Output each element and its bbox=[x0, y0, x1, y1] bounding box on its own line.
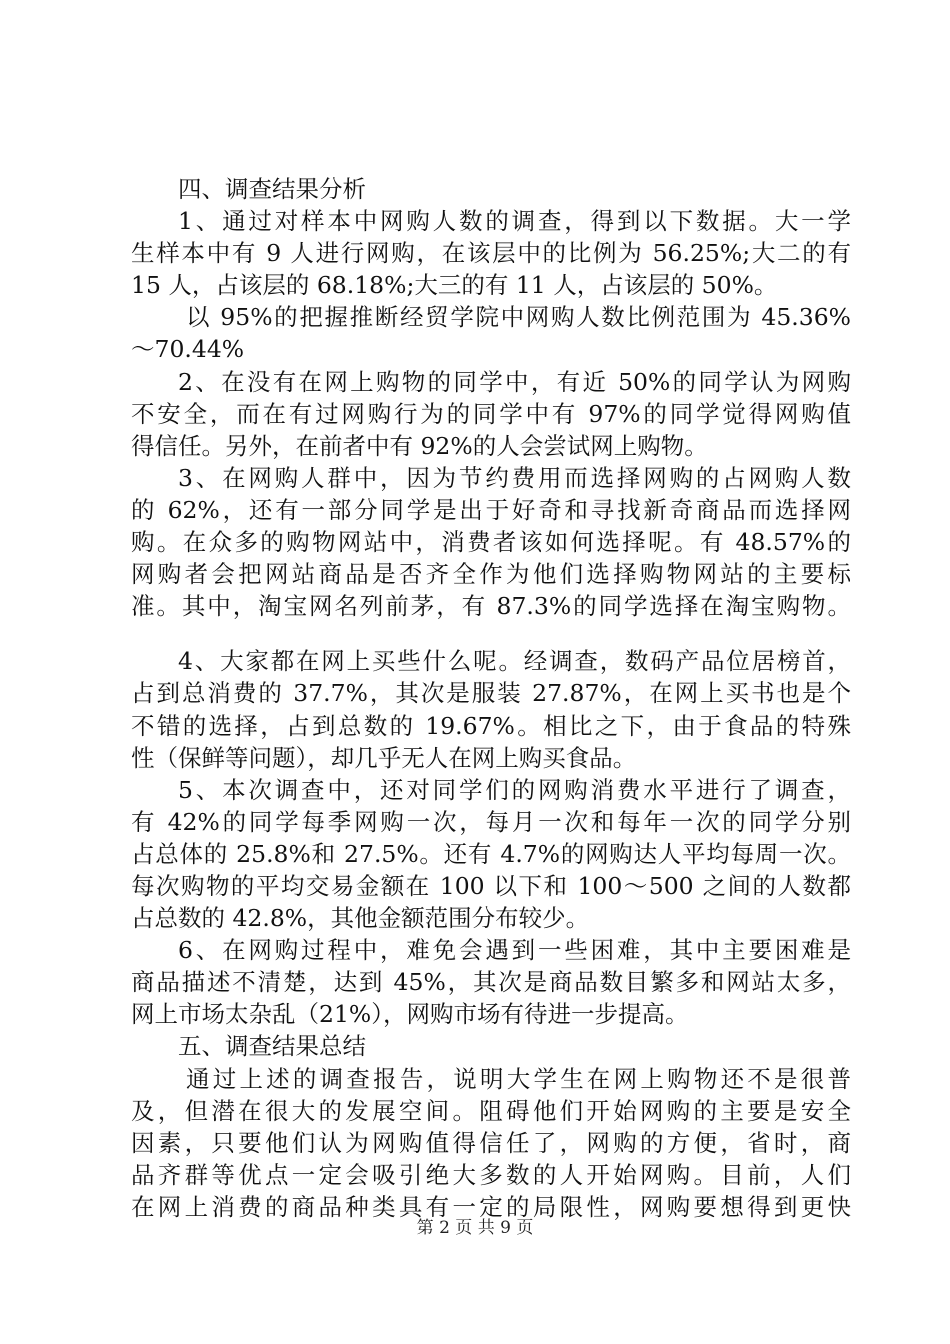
paragraph-line: 5、本次调查中，还对同学们的网购消费水平进行了调查， bbox=[178, 775, 851, 804]
paragraph-line: ～70.44% bbox=[131, 335, 245, 364]
paragraph-line: 3、在网购人群中，因为节约费用而选择网购的占网购人数 bbox=[178, 463, 851, 492]
paragraph-line: 1、通过对样本中网购人数的调查，得到以下数据。大一学 bbox=[178, 207, 851, 236]
paragraph-line: 以 95%的把握推断经贸学院中网购人数比例范围为 45.36% bbox=[186, 303, 851, 332]
paragraph-line: 4、大家都在网上买些什么呢。经调查，数码产品位居榜首， bbox=[178, 647, 851, 676]
paragraph-line: 生样本中有 9 人进行网购，在该层中的比例为 56.25%;大二的有 bbox=[131, 239, 851, 268]
paragraph-line: 不安全，而在有过网购行为的同学中有 97%的同学觉得网购值 bbox=[131, 399, 851, 428]
paragraph-line: 每次购物的平均交易金额在 100 以下和 100～500 之间的人数都 bbox=[131, 871, 851, 900]
paragraph-line: 的 62%，还有一部分同学是出于好奇和寻找新奇商品而选择网 bbox=[131, 495, 851, 524]
paragraph-line: 占到总消费的 37.7%，其次是服装 27.87%，在网上买书也是个 bbox=[131, 679, 851, 708]
paragraph-line: 购。在众多的购物网站中，消费者该如何选择呢。有 48.57%的 bbox=[131, 528, 851, 557]
paragraph-line: 6、在网购过程中，难免会遇到一些困难，其中主要困难是 bbox=[178, 936, 851, 965]
paragraph-line: 因素，只要他们认为网购值得信任了，网购的方便，省时，商 bbox=[131, 1128, 851, 1157]
document-body bbox=[131, 173, 851, 1223]
paragraph-line: 及，但潜在很大的发展空间。阻碍他们开始网购的主要是安全 bbox=[131, 1096, 851, 1125]
page-number-footer: 第 2 页 共 9 页 bbox=[416, 1218, 534, 1238]
paragraph-line: 不错的选择，占到总数的 19.67%。相比之下，由于食品的特殊 bbox=[131, 711, 851, 740]
section-heading: 五、调查结果总结 bbox=[178, 1032, 366, 1061]
paragraph-line: 准。其中，淘宝网名列前茅，有 87.3%的同学选择在淘宝购物。 bbox=[131, 592, 851, 621]
paragraph-line: 占总数的 42.8%，其他金额范围分布较少。 bbox=[131, 904, 590, 933]
paragraph-line: 15 人，占该层的 68.18%;大三的有 11 人，占该层的 50%。 bbox=[131, 271, 778, 300]
paragraph-line: 品齐群等优点一定会吸引绝大多数的人开始网购。目前，人们 bbox=[131, 1160, 851, 1189]
paragraph-line: 性（保鲜等问题），却几乎无人在网上购买食品。 bbox=[131, 743, 637, 772]
paragraph-line: 商品描述不清楚，达到 45%，其次是商品数目繁多和网站太多， bbox=[131, 968, 851, 997]
section-heading: 四、调查结果分析 bbox=[178, 175, 366, 203]
paragraph-line: 占总体的 25.8%和 27.5%。还有 4.7%的网购达人平均每周一次。 bbox=[131, 839, 851, 868]
paragraph-line: 得信任。另外，在前者中有 92%的人会尝试网上购物。 bbox=[131, 431, 708, 460]
paragraph-line: 网上市场太杂乱（21%），网购市场有待进一步提高。 bbox=[131, 1000, 689, 1029]
paragraph-line: 有 42%的同学每季网购一次，每月一次和每年一次的同学分别 bbox=[131, 807, 851, 836]
paragraph-line: 在网上消费的商品种类具有一定的局限性，网购要想得到更快 bbox=[131, 1192, 851, 1221]
paragraph-gap bbox=[131, 622, 851, 645]
paragraph-line: 通过上述的调查报告，说明大学生在网上购物还不是很普 bbox=[186, 1064, 851, 1093]
paragraph-line: 网购者会把网站商品是否齐全作为他们选择购物网站的主要标 bbox=[131, 560, 851, 589]
paragraph-line: 2、在没有在网上购物的同学中，有近 50%的同学认为网购 bbox=[178, 367, 851, 396]
